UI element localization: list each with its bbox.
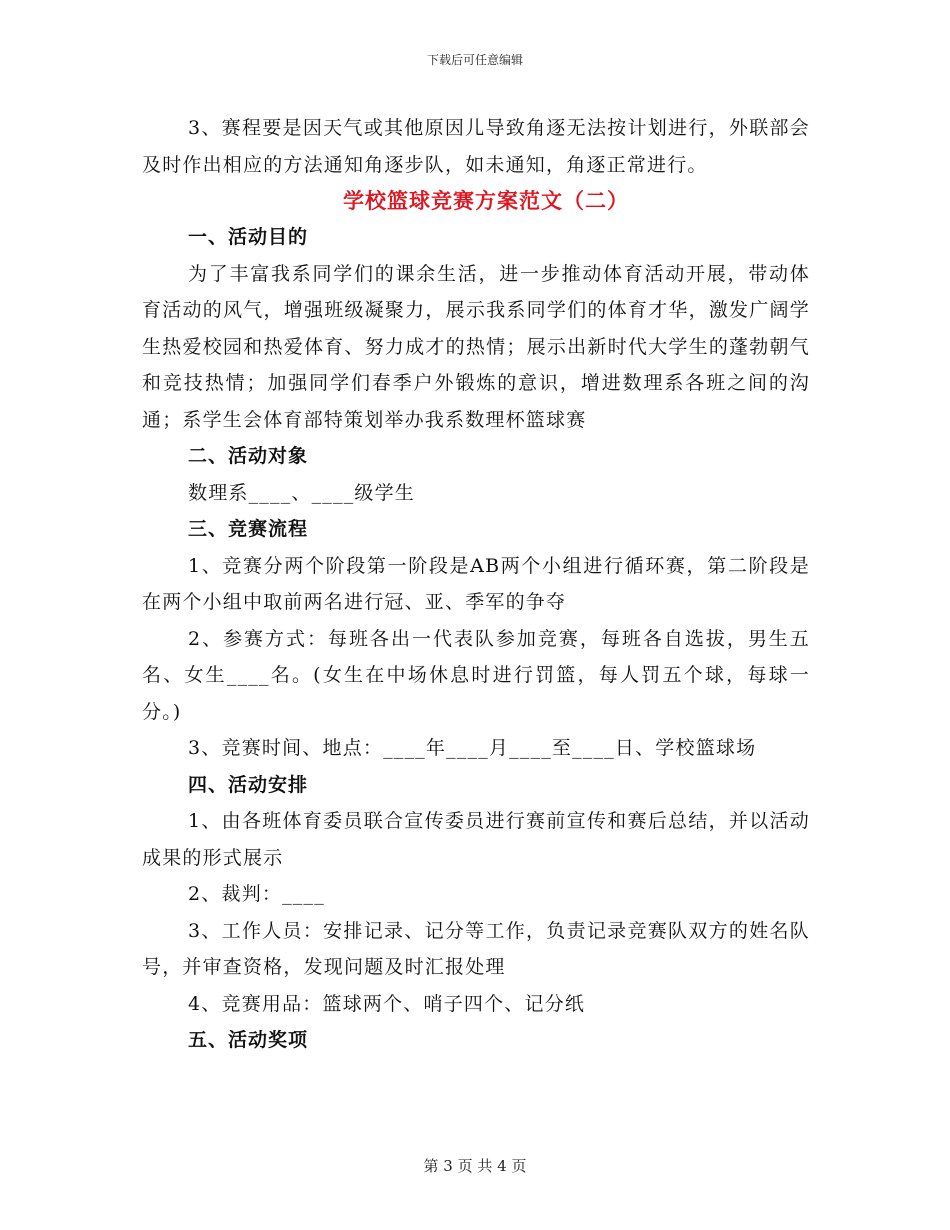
paragraph-arrangement-3: 3、工作人员：安排记录、记分等工作，负责记录竞赛队双方的姓名队号，并审查资格，发现问题及时汇报处理 <box>142 919 810 978</box>
section-heading-flow: 三、竞赛流程 <box>188 518 309 540</box>
paragraph-flow-3: 3、竞赛时间、地点：____年____月____至____日、学校篮球场 <box>188 737 757 759</box>
page-footer: 第 3 页 共 4 页 <box>423 1157 527 1175</box>
paragraph-flow-1: 1、竞赛分两个阶段第一阶段是AB两个小组进行循环赛，第二阶段是在两个小组中取前两名进行冠、亚、季军的争夺 <box>142 554 810 613</box>
section-heading-target: 二、活动对象 <box>188 445 309 467</box>
section-heading-arrangement: 四、活动安排 <box>188 773 309 796</box>
document-body <box>142 110 810 1059</box>
paragraph-arrangement-1: 1、由各班体育委员联合宣传委员进行赛前宣传和赛后总结，并以活动成果的形式展示 <box>142 810 810 869</box>
paragraph-purpose: 为了丰富我系同学们的课余生活，进一步推动体育活动开展，带动体育活动的风气，增强班级凝聚力，展示我系同学们的体育才华，激发广阔学生热爱校园和热爱体育、努力成才的热情；展示出新时代大学生的蓬勃朝气和竞技热情；加强同学们春季户外锻炼的意识，增进数理系各班之间的沟通；系学生会体育部特策划举办我系数理杯篮球赛 <box>142 262 810 431</box>
document-title: 学校篮球竞赛方案范文（二） <box>343 188 629 213</box>
paragraph-arrangement-2: 2、裁判：____ <box>188 883 325 905</box>
paragraph-schedule-note: 3、赛程要是因天气或其他原因儿导致角逐无法按计划进行，外联部会及时作出相应的方法通知角逐步队，如未通知，角逐正常进行。 <box>142 117 810 176</box>
paragraph-flow-2: 2、参赛方式：每班各出一代表队参加竞赛，每班各自选拔，男生五名、女生____名。(女生在中场休息时进行罚篮，每人罚五个球，每球一分。) <box>142 627 810 723</box>
section-heading-purpose: 一、活动目的 <box>188 226 309 248</box>
page-header: 下载后可任意编辑 <box>426 53 523 67</box>
paragraph-arrangement-4: 4、竞赛用品：篮球两个、哨子四个、记分纸 <box>188 992 586 1015</box>
section-heading-awards: 五、活动奖项 <box>188 1029 309 1051</box>
paragraph-target: 数理系____、____级学生 <box>188 481 416 504</box>
